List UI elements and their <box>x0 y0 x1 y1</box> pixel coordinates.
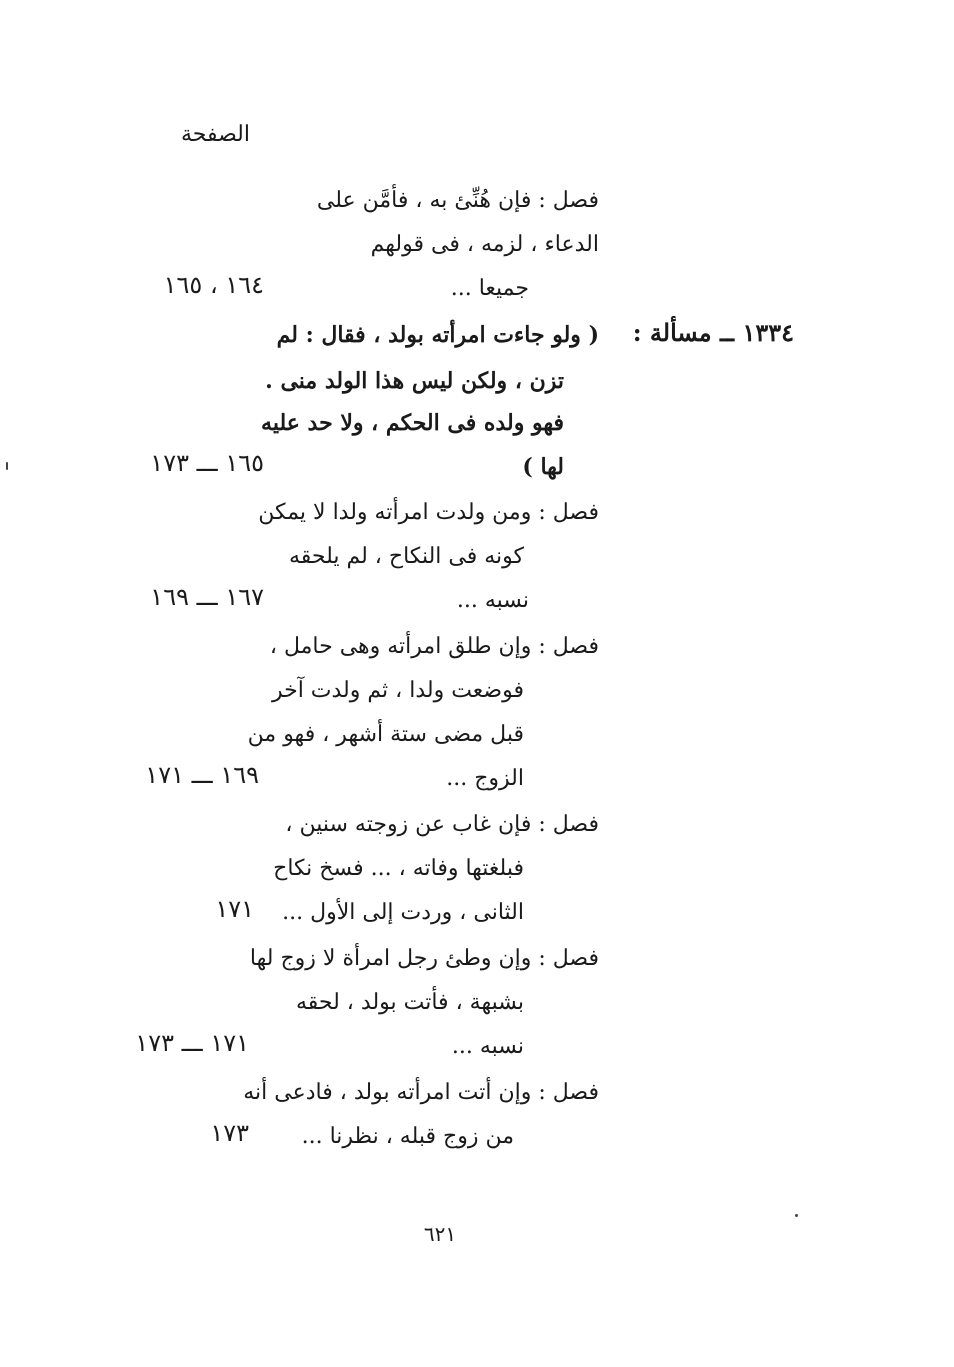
entry-line: فوضعت ولدا ، ثم ولدت آخر <box>271 678 524 703</box>
entry-line: ( ولو جاءت امرأته بولد ، فقال : لم <box>276 322 599 348</box>
entry-line: فصل : فإن هُنِّئ به ، فأمَّن على <box>316 188 599 213</box>
entry-line: من زوج قبله ، نظرنا ... <box>301 1124 514 1149</box>
entry-line: الدعاء ، لزمه ، فى قولهم <box>370 232 599 257</box>
entry-line: فصل : ومن ولدت امرأته ولدا لا يمكن <box>258 500 599 525</box>
entry-line: بشبهة ، فأتت بولد ، لحقه <box>295 990 524 1015</box>
entry-line: فصل : فإن غاب عن زوجته سنين ، <box>285 812 599 837</box>
entry-line: جميعا ... <box>450 276 529 301</box>
page-range: ١٦٤ ، ١٦٥ <box>163 271 264 299</box>
issue-heading: ١٣٣٤ ــ مسألة : <box>632 318 794 347</box>
scan-speck <box>795 1214 798 1217</box>
page-range: ١٧٣ <box>210 1119 249 1147</box>
page-column-header: الصفحة <box>180 122 250 147</box>
entry-line: تزن ، ولكن ليس هذا الولد منى . <box>265 368 564 394</box>
scan-speck <box>6 462 8 470</box>
entry-line: لها ) <box>522 454 564 480</box>
page-range: ١٦٥ ـــ ١٧٣ <box>150 449 264 477</box>
entry-line: نسبه ... <box>456 588 529 613</box>
entry-line: فصل : وإن طلق امرأته وهى حامل ، <box>269 634 599 659</box>
entry-line: الزوج ... <box>446 766 524 791</box>
page-range: ١٦٧ ـــ ١٦٩ <box>150 583 264 611</box>
page-range: ١٧١ <box>215 895 254 923</box>
entry-line: فصل : وإن وطئ رجل امرأة لا زوج لها <box>249 946 599 971</box>
entry-line: قبل مضى ستة أشهر ، فهو من <box>247 722 524 747</box>
entry-line: الثانى ، وردت إلى الأول ... <box>282 900 524 925</box>
entry-line: فصل : وإن أتت امرأته بولد ، فادعى أنه <box>243 1080 599 1105</box>
entry-line: نسبه ... <box>451 1034 524 1059</box>
entry-line: فهو ولده فى الحكم ، ولا حد عليه <box>261 410 564 436</box>
entry-line: فبلغتها وفاته ، ... فسخ نكاح <box>273 856 524 881</box>
page-range: ١٦٩ ـــ ١٧١ <box>145 761 259 789</box>
page-range: ١٧١ ـــ ١٧٣ <box>135 1029 249 1057</box>
entry-line: كونه فى النكاح ، لم يلحقه <box>288 544 524 569</box>
page-number: ٦٢١ <box>423 1222 457 1246</box>
